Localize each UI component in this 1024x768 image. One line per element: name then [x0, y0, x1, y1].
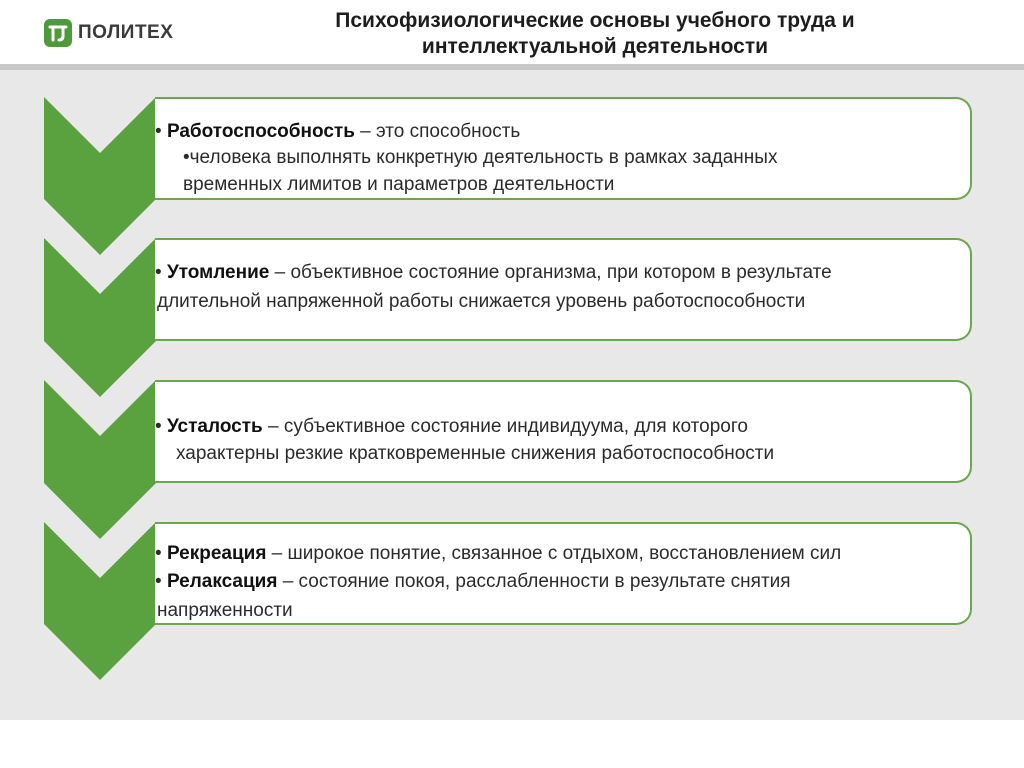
- term-workability: Работоспособность: [166, 121, 355, 142]
- card-1-sub-2: временных лимитов и параметров деятельности: [183, 174, 615, 195]
- card-4-line-2: • Релаксация – состояние покоя, расслабленности в результате снятия: [155, 571, 791, 592]
- term-fatigue: Утомление: [166, 262, 270, 283]
- card-3-line-2: характерны резкие кратковременные снижения работоспособности: [176, 443, 775, 464]
- card-fatigue: [155, 238, 972, 341]
- card-4-line-1: • Рекреация – широкое понятие, связанное с отдыхом, восстановлением сил: [155, 543, 842, 564]
- card-2-line-1: • Утомление – объективное состояние организма, при котором в результате: [155, 262, 832, 283]
- title-line-1: Психофизиологические основы учебного труда и: [335, 9, 855, 32]
- logo-text: ПОЛИТЕХ: [78, 22, 174, 43]
- chevron-1-shape: [44, 97, 156, 255]
- def-tiredness: – субъективное состояние индивидуума, для которого: [262, 416, 748, 437]
- footer-area: [0, 720, 1024, 768]
- term-relaxation: Релаксация: [166, 571, 278, 592]
- def-relaxation: – состояние покоя, расслабленности в результате снятия: [277, 571, 791, 592]
- title-line-2: интеллектуальной деятельности: [421, 35, 769, 58]
- card-recreation: [155, 522, 972, 625]
- chevron-3-shape: [44, 380, 156, 539]
- def-workability: – это способность: [354, 121, 521, 142]
- def-recreation: – широкое понятие, связанное с отдыхом, восстановлением сил: [266, 543, 842, 564]
- term-tiredness: Усталость: [166, 416, 263, 437]
- card-4-line-3: напряженности: [157, 600, 293, 621]
- def-fatigue: – объективное состояние организма, при котором в результате: [269, 262, 832, 283]
- card-2-line-2: длительной напряженной работы снижается уровень работоспособности: [157, 291, 806, 312]
- chevron-4-shape: [44, 522, 156, 680]
- card-3-line-1: • Усталость – субъективное состояние индивидуума, для которого: [155, 416, 748, 437]
- card-1-sub-1: •человека выполнять конкретную деятельность в рамках заданных: [183, 147, 778, 168]
- card-workability: [155, 97, 972, 200]
- term-recreation: Рекреация: [166, 543, 267, 564]
- card-1-line-1: • Работоспособность – это способность: [155, 121, 521, 142]
- chevron-2-shape: [44, 238, 156, 397]
- card-tiredness: [155, 380, 972, 483]
